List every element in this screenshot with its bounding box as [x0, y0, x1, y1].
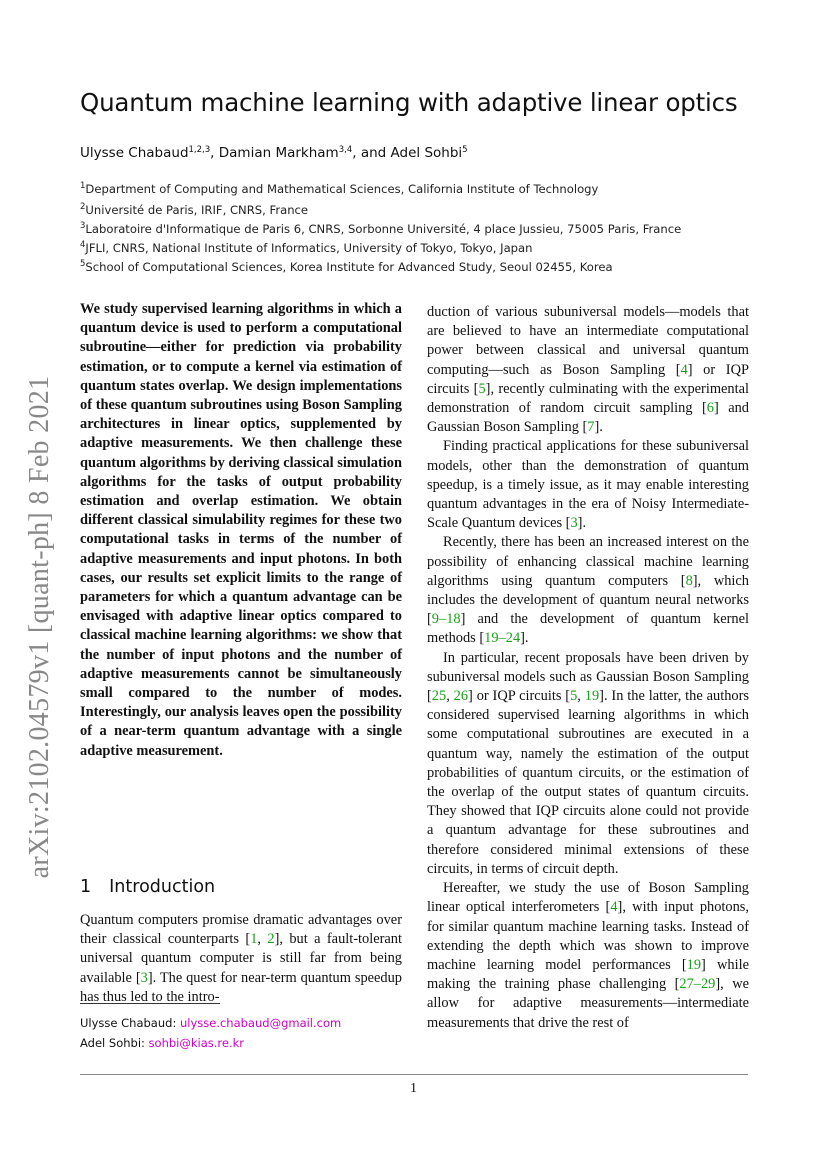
- affiliation-number: 4: [80, 240, 86, 250]
- footer-rule: [80, 1074, 748, 1075]
- citation-link[interactable]: 4: [680, 361, 688, 378]
- paragraph: [427, 533, 749, 648]
- body-text: Finding practical applications for these subuniversal models, other than the demonstration of quantum speedup, is a timely issue, as it may enable interesting quantum advantages in the era of Noisy Intermediate-Scale Quantum devices [: [427, 438, 749, 532]
- footnote-author: Ulysse Chabaud: [80, 1016, 173, 1030]
- footnote-email: Ulysse Chabaud: ulysse.chabaud@gmail.com: [80, 1016, 342, 1030]
- affiliation-text: School of Computational Sciences, Korea Institute for Advanced Study, Seoul 02455, Korea: [85, 260, 613, 274]
- body-text: ] while making the training phase challenging [: [427, 956, 749, 993]
- body-text: ].: [520, 630, 529, 647]
- paragraph: [427, 879, 749, 1033]
- citation-link[interactable]: 5: [478, 380, 486, 397]
- author-separator: , and: [352, 145, 391, 161]
- citation-link[interactable]: 9–18: [431, 611, 461, 628]
- affiliation-text: Department of Computing and Mathematical Sciences, California Institute of Technology: [85, 182, 599, 196]
- body-text: ], we allow for adaptive measurements—intermediate measurements that drive the rest of: [427, 976, 749, 1031]
- citation-link[interactable]: 1: [250, 931, 258, 948]
- body-text: ,: [257, 931, 268, 948]
- abstract: We study supervised learning algorithms in which a quantum device is used to perform a computational subroutine—either for prediction via probability estimation, or to compute a kernel via estimation of quantum states overlap. We design implementations of these quantum subroutines using Boson Sampling architectures in linear optics, supplemented by adaptive measurements. We then challenge these quantum algorithms by deriving classical simulation algorithms for the tasks of output probability estimation and overlap estimation. We obtain different classical simulability regimes for these two computational tasks in terms of the number of adaptive measurements and input photons. In both cases, our results set explicit limits to the range of parameters for which a quantum advantage can be envisaged with adaptive linear optics compared to classical machine learning algorithms: we show that the number of input photons and the number of adaptive measurements cannot be simultaneously small compared to the number of modes. Interestingly, our analysis leaves open the possibility of a near-term quantum advantage with a single adaptive measurement.: [80, 301, 402, 759]
- paragraph: [427, 303, 749, 437]
- body-text: Hereafter, we study the use of Boson Sampling linear optical interferometers [: [427, 880, 749, 916]
- author-name: Ulysse Chabaud: [80, 145, 189, 161]
- paragraph: [427, 437, 749, 533]
- footnote-email: Adel Sohbi: sohbi@kias.re.kr: [80, 1036, 245, 1050]
- affiliation: [80, 241, 532, 255]
- citation-link[interactable]: 19–24: [484, 630, 521, 647]
- body-text: ] and the development of quantum kernel methods [: [427, 611, 749, 647]
- author-affiliation-mark: 1,2,3: [188, 145, 211, 155]
- paper-title: Quantum machine learning with adaptive linear optics: [80, 88, 738, 117]
- body-text: Recently, there has been an increased interest on the possibility of enhancing classical machine learning algorithms using quantum computers [: [427, 534, 749, 589]
- body-text: ,: [446, 688, 454, 705]
- body-text: ,: [577, 688, 585, 705]
- affiliation: [80, 182, 598, 196]
- author-separator: ,: [210, 145, 219, 161]
- arxiv-stamp: arXiv:2102.04579v1 [quant-ph] 8 Feb 2021: [24, 375, 55, 879]
- body-text: duction of various subuniversal models—models that are believed to have an intermediate computational power between classical and universal quantum computing—such as Boson Sampling [: [427, 304, 749, 378]
- body-text: ], but a fault-tolerant universal quantum computer is still far from being available [: [80, 931, 403, 986]
- body-text: ]. The quest for near-term quantum speedup has thus led to the intro-: [80, 969, 402, 1005]
- affiliation-number: 5: [80, 259, 86, 269]
- intro-paragraph: [80, 911, 402, 1007]
- affiliation-text: Laboratoire d'Informatique de Paris 6, CNRS, Sorbonne Université, 4 place Jussieu, 75005 Paris, France: [85, 222, 682, 236]
- body-text: In particular, recent proposals have been driven by subuniversal models such as Gaussian Boson Sampling [: [427, 649, 749, 705]
- author-affiliation-mark: 5: [462, 145, 468, 155]
- citation-link[interactable]: 26: [453, 688, 469, 705]
- footnote-rule: [80, 1003, 220, 1004]
- citation-link[interactable]: 27–29: [679, 976, 716, 993]
- body-text: ].: [577, 515, 587, 532]
- section-heading: [80, 877, 215, 897]
- body-text: ], recently culminating with the experimental demonstration of random circuit sampling [: [427, 380, 749, 417]
- author-list: [80, 145, 468, 161]
- body-text: ].: [594, 419, 603, 436]
- author-name: Adel Sohbi: [390, 145, 463, 161]
- affiliation-text: JFLI, CNRS, National Institute of Informatics, University of Tokyo, Tokyo, Japan: [85, 241, 533, 255]
- page-number: 1: [410, 1081, 417, 1096]
- citation-link[interactable]: 25: [431, 688, 447, 705]
- body-text: Quantum computers promise dramatic advantages over their classical counterparts [: [80, 912, 402, 948]
- citation-link[interactable]: 19: [584, 688, 600, 705]
- citation-link[interactable]: 3: [570, 515, 578, 532]
- section-number: 1: [80, 877, 92, 897]
- affiliation-number: 3: [80, 221, 86, 231]
- affiliation-text: Université de Paris, IRIF, CNRS, France: [85, 203, 309, 217]
- citation-link[interactable]: 4: [610, 899, 618, 916]
- citation-link[interactable]: 6: [706, 400, 714, 417]
- affiliation-number: 1: [80, 181, 86, 191]
- affiliation-number: 2: [80, 202, 86, 212]
- body-text: ] or IQP circuits [: [427, 361, 749, 397]
- footnote-author: Adel Sohbi: [80, 1036, 142, 1050]
- email-link[interactable]: ulysse.chabaud@gmail.com: [179, 1016, 342, 1030]
- body-text: ] or IQP circuits [: [468, 688, 571, 705]
- citation-link[interactable]: 5: [570, 688, 578, 705]
- paragraph: [427, 649, 749, 879]
- affiliation: [80, 222, 681, 236]
- citation-link[interactable]: 2: [267, 931, 275, 948]
- citation-link[interactable]: 8: [685, 572, 693, 589]
- citation-link[interactable]: 19: [686, 956, 702, 973]
- affiliation: [80, 203, 308, 217]
- section-title: Introduction: [109, 877, 216, 897]
- right-column-text: [427, 303, 749, 1033]
- body-text: ], with input photons, for similar quantum machine learning tasks. Instead of extending the depth which was shown to improve machine learning model performances [: [427, 899, 749, 973]
- author-affiliation-mark: 3,4: [338, 145, 353, 155]
- body-text: ] and Gaussian Boson Sampling [: [427, 400, 749, 436]
- author-name: Damian Markham: [218, 145, 339, 161]
- affiliation: [80, 260, 613, 274]
- body-text: ]. In the latter, the authors considered supervised learning algorithms in which some computational subroutines are executed in a quantum way, namely the estimation of the output probabilities of quantum circuits, or the estimation of the overlap of the output states of quantum circuits. They showed that IQP circuits alone could not provide a quantum advantage for these subroutines and therefore considered minimal extensions of these circuits, in terms of circuit depth.: [427, 688, 749, 877]
- email-link[interactable]: sohbi@kias.re.kr: [148, 1036, 245, 1050]
- citation-link[interactable]: 7: [587, 419, 595, 436]
- citation-link[interactable]: 3: [140, 969, 148, 986]
- body-text: ], which includes the development of quantum neural networks [: [427, 572, 750, 628]
